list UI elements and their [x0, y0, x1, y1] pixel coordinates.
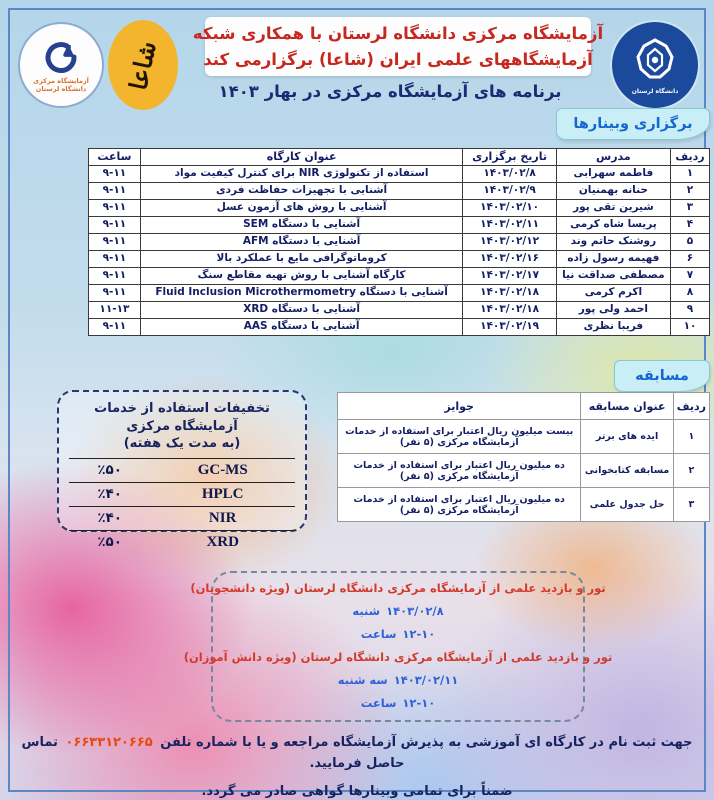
table-row [338, 454, 710, 488]
date-cell: ۱۴۰۳/۰۲/۱۷ [463, 268, 556, 285]
workshop-title-cell: آشنایی با دستگاه AAS [140, 319, 463, 336]
workshop-title-cell: آشنایی با دستگاه Fluid Inclusion Microthermometry [140, 285, 463, 302]
discounts-panel [57, 390, 307, 551]
discount-percent: ٪۴۰ [69, 506, 150, 530]
workshop-title-cell: آشنایی با روش های آزمون عسل [140, 200, 463, 217]
time-cell: ۹-۱۱ [89, 234, 141, 251]
workshop-title-cell: استفاده از تکنولوژی NIR برای کنترل کیفیت مواد [140, 166, 463, 183]
row-number: ۶ [671, 251, 710, 268]
instructor-cell: پریسا شاه کرمی [556, 217, 670, 234]
prize-cell: ده میلیون ریال اعتبار برای استفاده از خدمات آزمایشگاه مرکزی (۵ نفر) [338, 488, 581, 522]
tour-time-value: ۱۲-۱۰ [402, 627, 436, 642]
contest-title-cell: حل جدول علمی [581, 488, 673, 522]
central-lab-caption-line1: آزمایشگاه مرکزی [33, 76, 89, 85]
lab-swirl-icon [41, 37, 81, 77]
date-cell: ۱۴۰۳/۰۲/۱۸ [463, 285, 556, 302]
discounts-title-line2: (به مدت یک هفته) [123, 436, 241, 452]
webinars-col-instructor: مدرس [556, 149, 670, 166]
discount-percent: ٪۴۰ [69, 482, 150, 506]
table-row [89, 302, 710, 319]
registration-note-text: جهت ثبت نام در کارگاه ای آموزشی به پذیرش آزمایشگاه مراجعه و یا با شماره تلفن [160, 735, 693, 750]
workshop-title-cell: آشنایی با دستگاه AFM [140, 234, 463, 251]
discount-percent: ٪۵۰ [69, 458, 150, 482]
time-cell: ۹-۱۱ [89, 268, 141, 285]
date-cell: ۱۴۰۳/۰۲/۱۰ [463, 200, 556, 217]
time-cell: ۹-۱۱ [89, 166, 141, 183]
list-item [69, 458, 295, 482]
contest-title-cell: مسابقه کتابخوانی [581, 454, 673, 488]
tour-title: تور و بازدید علمی از آزمایشگاه مرکزی دانشگاه لرستان (ویژه دانش آموزان) [183, 650, 613, 664]
poster-title-box [192, 17, 604, 76]
registration-note [20, 733, 694, 775]
tour-time-label: ساعت [360, 627, 397, 642]
service-name: GC-MS [150, 458, 295, 482]
tour-date [338, 670, 459, 692]
phone-number: ۰۶۶۳۳۱۲۰۶۶۵ [65, 735, 153, 750]
webinars-section-badge: برگزاری وبینارها [556, 108, 710, 140]
competition-col-title: عنوان مسابقه [581, 393, 673, 420]
table-row [89, 183, 710, 200]
service-name: HPLC [150, 482, 295, 506]
webinars-table [88, 148, 710, 336]
time-cell: ۹-۱۱ [89, 183, 141, 200]
webinars-col-title: عنوان کارگاه [140, 149, 463, 166]
row-number: ۳ [671, 200, 710, 217]
competition-header-row [338, 393, 710, 420]
table-row [338, 420, 710, 454]
instructor-cell: مصطفی صداقت نیا [556, 268, 670, 285]
competition-table [337, 392, 710, 522]
date-cell: ۱۴۰۳/۰۲/۱۱ [463, 217, 556, 234]
date-cell: ۱۴۰۳/۰۲/۸ [463, 166, 556, 183]
date-cell: ۱۴۰۳/۰۲/۱۹ [463, 319, 556, 336]
workshop-title-cell: آشنایی با دستگاه XRD [140, 302, 463, 319]
tour-time-value: ۱۲-۱۰ [402, 695, 436, 710]
instructor-cell: حنانه بهمنیان [556, 183, 670, 200]
university-logo-caption: دانشگاه لرستان [631, 88, 679, 95]
prize-cell: ده میلیون ریال اعتبار برای استفاده از خدمات آزمایشگاه مرکزی (۵ نفر) [338, 454, 581, 488]
competition-col-row: ردیف [673, 393, 709, 420]
time-cell: ۹-۱۱ [89, 285, 141, 302]
row-number: ۷ [671, 268, 710, 285]
discount-percent: ٪۵۰ [69, 530, 150, 554]
workshop-title-cell: کروماتوگرافی مایع با عملکرد بالا [140, 251, 463, 268]
competition-section-badge: مسابقه [614, 360, 710, 392]
row-number: ۵ [671, 234, 710, 251]
date-cell: ۱۴۰۳/۰۲/۹ [463, 183, 556, 200]
competition-col-prize: جوایز [338, 393, 581, 420]
row-number: ۲ [671, 183, 710, 200]
time-cell: ۹-۱۱ [89, 251, 141, 268]
table-row [89, 200, 710, 217]
registration-note-tail: تماس حاصل فرمایید. [21, 735, 405, 771]
table-row [89, 251, 710, 268]
date-cell: ۱۴۰۳/۰۲/۱۸ [463, 302, 556, 319]
tours-panel [183, 571, 613, 722]
poster-title-line2: آزمایشگاههای علمی ایران (شاعا) برگزارمی کند [203, 49, 593, 69]
table-row [89, 234, 710, 251]
row-number: ۱ [673, 420, 709, 454]
time-cell: ۱۱-۱۳ [89, 302, 141, 319]
row-number: ۱۰ [671, 319, 710, 336]
poster-subtitle: برنامه های آزمایشگاه مرکزی در بهار ۱۴۰۳ [218, 82, 562, 101]
time-cell: ۹-۱۱ [89, 319, 141, 336]
date-cell: ۱۴۰۳/۰۲/۱۲ [463, 234, 556, 251]
time-cell: ۹-۱۱ [89, 217, 141, 234]
row-number: ۴ [671, 217, 710, 234]
tour-day: شنبه [352, 604, 381, 619]
webinars-col-date: تاریخ برگزاری [463, 149, 556, 166]
prize-cell: بیست میلیون ریال اعتبار برای استفاده از خدمات آزمایشگاه مرکزی (۵ نفر) [338, 420, 581, 454]
instructor-cell: احمد ولی پور [556, 302, 670, 319]
table-row [89, 268, 710, 285]
table-row [89, 166, 710, 183]
footer [20, 733, 694, 799]
list-item [69, 530, 295, 554]
list-item [69, 482, 295, 506]
instructor-cell: روشنک حاتم وند [556, 234, 670, 251]
shaa-calligraphy: شاعا [123, 37, 163, 93]
tour-time [361, 624, 436, 646]
instructor-cell: شیرین تقی پور [556, 200, 670, 217]
list-item [69, 506, 295, 530]
tour-date [352, 601, 443, 623]
service-name: XRD [150, 530, 295, 554]
tour-day: سه شنبه [337, 672, 388, 687]
tour-date-value: ۱۴۰۳/۰۲/۱۱ [393, 672, 459, 687]
instructor-cell: فاطمه سهرابی [556, 166, 670, 183]
instructor-cell: اکرم کرمی [556, 285, 670, 302]
webinars-col-row: ردیف [671, 149, 710, 166]
instructor-cell: فریبا نظری [556, 319, 670, 336]
tour-date-value: ۱۴۰۳/۰۲/۸ [386, 604, 444, 619]
service-name: NIR [150, 506, 295, 530]
tour-time-label: ساعت [360, 695, 397, 710]
instructor-cell: فهیمه رسول زاده [556, 251, 670, 268]
certificate-note: ضمناً برای تمامی وبینارها گواهی صادر می گردد. [201, 783, 513, 799]
row-number: ۱ [671, 166, 710, 183]
table-row [89, 285, 710, 302]
row-number: ۹ [671, 302, 710, 319]
workshop-title-cell: کارگاه آشنایی با روش تهیه مقاطع سنگ [140, 268, 463, 285]
webinars-header-row [89, 149, 710, 166]
date-cell: ۱۴۰۳/۰۲/۱۶ [463, 251, 556, 268]
table-row [89, 319, 710, 336]
discounts-list [69, 458, 295, 554]
contest-title-cell: ایده های برتر [581, 420, 673, 454]
tour-title: تور و بازدید علمی از آزمایشگاه مرکزی دانشگاه لرستان (ویژه دانشجویان) [190, 581, 606, 596]
central-lab-caption-line2: دانشگاه لرستان [35, 85, 87, 93]
poster-title-line1: آزمایشگاه مرکزی دانشگاه لرستان با همکاری شبکه [192, 23, 604, 43]
discounts-title-line1: تخفیفات استفاده از خدمات آزمایشگاه مرکزی [94, 401, 270, 434]
workshop-title-cell: آشنایی با دستگاه SEM [140, 217, 463, 234]
table-row [89, 217, 710, 234]
time-cell: ۹-۱۱ [89, 200, 141, 217]
tour-time [361, 693, 436, 715]
table-row [338, 488, 710, 522]
row-number: ۸ [671, 285, 710, 302]
row-number: ۲ [673, 454, 709, 488]
row-number: ۳ [673, 488, 709, 522]
central-lab-logo [20, 24, 102, 106]
webinars-col-time: ساعت [89, 149, 141, 166]
workshop-title-cell: آشنایی با تجهیزات حفاظت فردی [140, 183, 463, 200]
university-emblem-icon [629, 35, 681, 87]
